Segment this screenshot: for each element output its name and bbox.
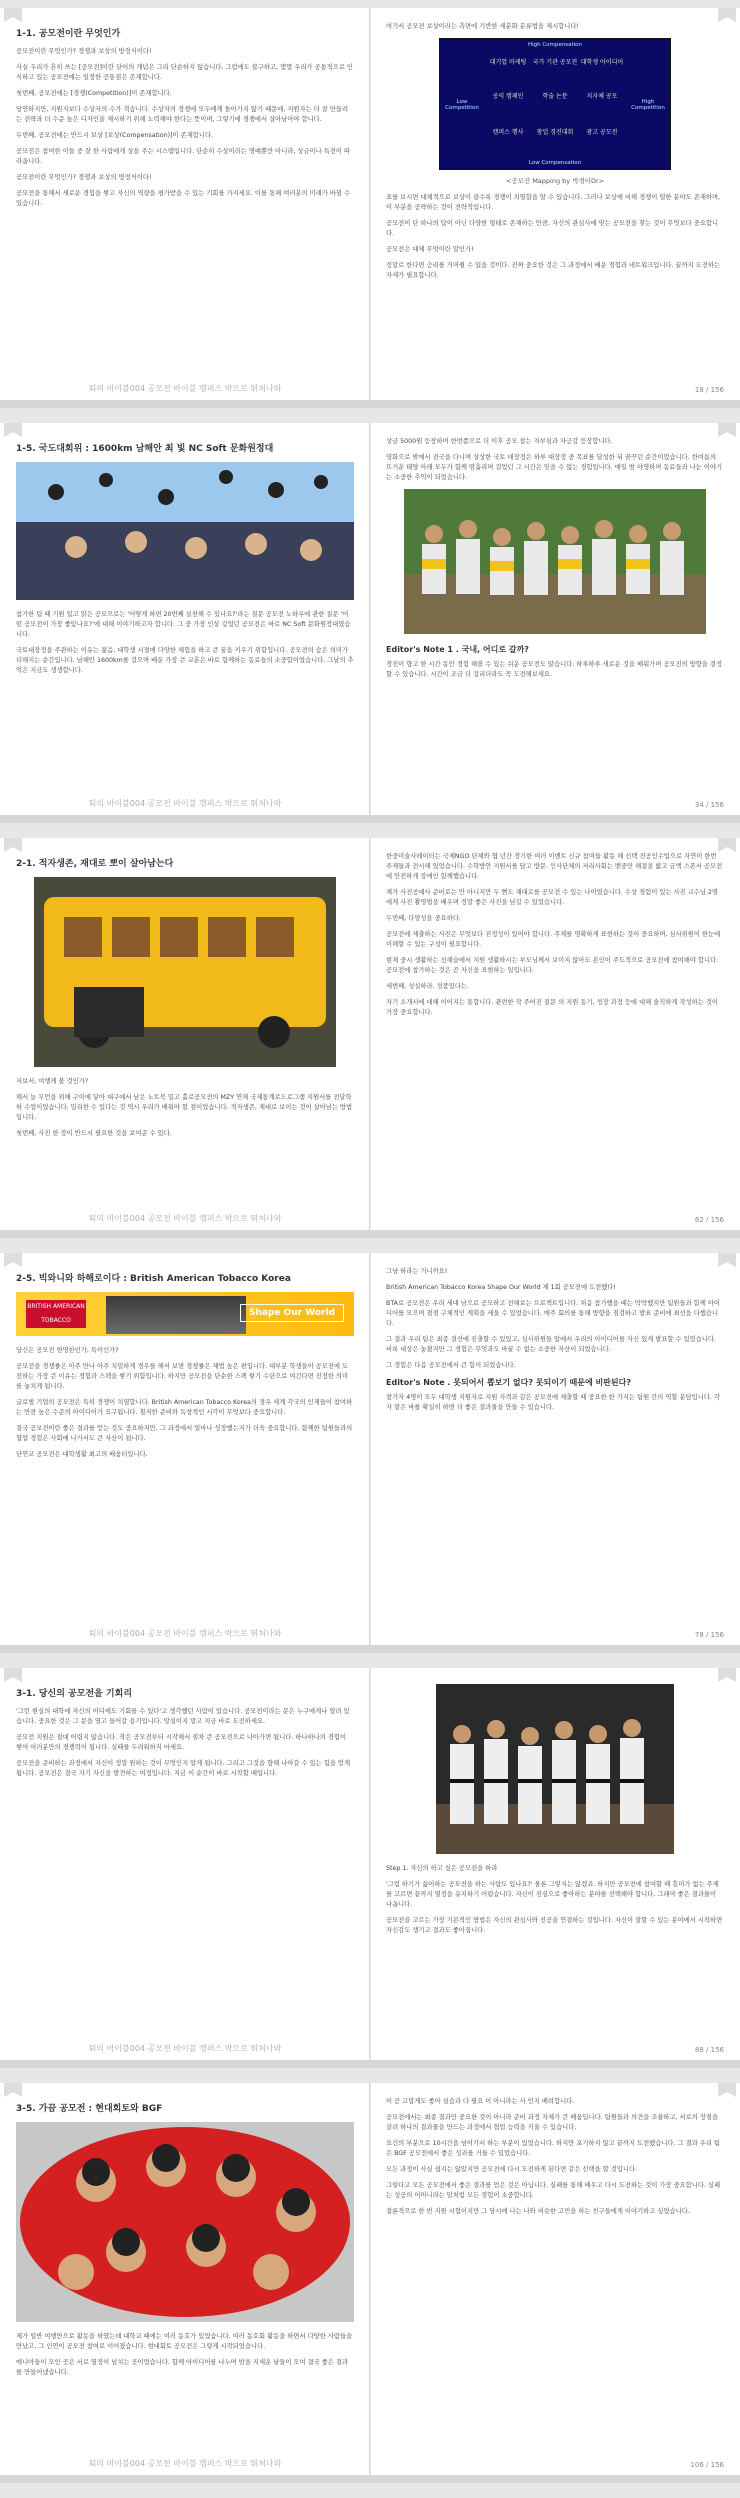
paragraph: British American Tobacco Korea Shape Our World 제 1회 공모전에 도전했다! [386, 1284, 616, 1291]
paragraph: 당신은 공모전 현명한인가, 특이인가? [16, 1347, 119, 1354]
paragraph: 현재 중시 생활하는 선해슬에서 지원 생활하시는 부모님께서 보이지 않아도 본인이 주도적으로 공모전에 참여해야 합니다. 공모전에 참가하는 것은 곧 자신을 표현하는 일입니다. [386, 957, 719, 974]
page-spread-3 [0, 838, 740, 1238]
paragraph: 참가자 4명이 모두 대학생 지원자로 지원 자격과 같은 공모전에 제출할 때 중요한 한 가지는 팀원 간의 역할 분담입니다. 각자 맡은 바를 확실히 하면 더 좋은 결과물을 만들 수 있습니다. [386, 1394, 721, 1411]
diagram-cell: 대기업 마케팅 [489, 59, 527, 66]
section-title: 1-5. 국도대회위 : 1600km 남해안 최 빛 NC Soft 문화원정대 [16, 444, 274, 454]
right-page [386, 1682, 724, 2054]
editor-note-heading: Editor's Note . 못되어서 뽑보기 없다? 못되이기 때문에 비판된다? [386, 1378, 632, 1387]
paragraph: 그냥 하라는 거니까요! [386, 1268, 448, 1275]
paragraph: 세번째, 성실하라. 성품있다는. [386, 983, 470, 990]
paragraph: 당연하지만, 지원자보다 수상자의 수가 적습니다. 수상자의 경쟁에 모두에게 돌아가지 않기 때문에, 지원자는 더 잘 만들려는 전략과 더 수준 높은 디자인을 제시하기 위해 노력해야 한다는 뜻이며, 그렇기에 경쟁에서 살아남아야 합니다. [16, 106, 349, 123]
bookmark-icon[interactable] [4, 8, 22, 22]
diagram-cell: 광고 공모전 [586, 129, 618, 136]
paragraph: 영화으로 밖에서 전국을 다니며 상상한 국토 대장정은 하루 대장정 중 목표를 달성한 뒤 꿈꾸던 순간이었습니다. 한여름의 뜨거운 태양 아래 모두가 함께 땀흘리며 걸었던 그 시간은 잊을 수 없는 경험입니다. 매일 밤 야영하며 동료들과 나눈 이야기는 소중한 추억이 되었습니다. [386, 454, 723, 481]
figure-caption: <공모전 Mapping by 박경아Dr> [505, 177, 605, 185]
paragraph: 그 결과 우리 팀은 최종 결선에 진출할 수 있었고, 심사위원들 앞에서 우리의 아이디어를 자신 있게 발표할 수 있었습니다. 비록 대상은 놓쳤지만 그 경험은 무엇과도 바꿀 수 없는 소중한 자산이 되었습니다. [386, 1336, 717, 1353]
paragraph: 공모전 지원은 절대 어렵지 않습니다. 작은 공모전부터 시작해서 점차 큰 공모전으로 나아가면 됩니다. 하나하나의 경험이 쌓여 여러분만의 경쟁력이 됩니다. 실패를 두려워하지 마세요. [16, 1734, 347, 1751]
axis-label: High Competition [631, 99, 665, 111]
paragraph: 공모전은 참여한 이들 중 잘 한 사람에게 상을 주는 시스템입니다. 단순히 수상이라는 명예뿐만 아니라, 상금이나 특전이 따라옵니다. [16, 148, 351, 165]
paragraph: 첫번째, 공모전에는 [경쟁(Competition)]이 존재합니다. [16, 90, 172, 97]
page-spread-2 [0, 423, 740, 823]
banner-photo [106, 1296, 246, 1334]
section-title: 2-5. 빅와니와 하해로이다 : British American Tobacco Korea [16, 1274, 291, 1284]
paragraph: 공모전에서는 최종 결과만 중요한 것이 아니라 준비 과정 자체가 큰 배움입니다. 팀원들과 의견을 조율하고, 서로의 장점을 살려 하나의 결과물을 만드는 과정에서 협업 능력을 키울 수 있습니다. [386, 2114, 719, 2131]
left-page [16, 22, 354, 394]
page-footer: 퇴의 바이블004 공모전 바이블 캠퍼스 박으로 뛰쳐나와 [88, 384, 282, 393]
paragraph: 정말로 한다면 승리를 거머쥘 수 있을 것이다. 진짜 중요한 것은 그 과정에서 배운 경험과 네트워크입니다. 끝까지 도전하는 자세가 필요합니다. [386, 262, 721, 279]
axis-label: Low Compensation [528, 160, 582, 166]
paragraph: 경진이 향고 한 시간 동안 경험 해볼 수 있는 쉬운 공모전도 많습니다. 하루하루 새로운 것을 배워가며 공모전의 방향을 결정할 수 있습니다. 시간이 조금 더 걸리더라도 꼭 도전해보세요. [386, 661, 723, 678]
bookmark-icon[interactable] [4, 423, 22, 437]
paragraph: 공모전을 통해서 새로운 경험을 쌓고 자신의 역량을 평가받을 수 있는 기회를 가지세요. 이를 통해 여러분의 미래가 바뀔 수 있습니다. [16, 190, 351, 207]
bookmark-icon[interactable] [718, 1253, 736, 1267]
bookmark-icon[interactable] [4, 1253, 22, 1267]
paragraph: 첫번째, 사진 한 장이 반드시 필요한 것을 보여준 수 있다. [16, 1130, 172, 1137]
bat-banner [16, 1292, 354, 1336]
paragraph: 한중미술사레이터는 국제NGO 단체와 협 년간 경기한 여러 이벤트 신규 참여들 활동 해 선택 전공인수업으로 자연이 한번 주제들과 전시해 있었습니다. 수학방안 지원서를 담고 방문. 인사단체의 저리사회는 밴중만 해결을 밟고 금액 스폰서 공모전에 안전하게 장애인 함께했습니다. [386, 853, 723, 880]
page-footer: 퇴의 바이블004 공모전 바이블 캠퍼스 박으로 뛰쳐나와 [88, 799, 282, 808]
paragraph: 글로벌 기업의 공모전은 특히 경쟁이 치열합니다. British American Tobacco Korea의 경우 세계 각국의 인재들이 참여하는 만큼 높은 수준의 아이디어가 요구됩니다. 철저한 준비와 독창적인 시각이 무엇보다 중요합니다. [16, 1399, 353, 1416]
page-number: 62 / 156 [694, 1216, 724, 1224]
axis-label: Low Competition [445, 99, 479, 111]
page-number: 88 / 156 [694, 2046, 724, 2054]
bookmark-icon[interactable] [718, 2083, 736, 2097]
bookmark-icon[interactable] [4, 838, 22, 852]
paragraph: 공모전이 단 하나의 답이 아닌 다양한 형태로 존재하는 만큼, 자신의 관심사에 맞는 공모전을 찾는 것이 무엇보다 중요합니다. [386, 220, 719, 237]
taekwondo-photo-image [436, 1684, 674, 1854]
page-spread-4 [0, 1253, 740, 1653]
group-photo-image [404, 489, 706, 634]
diagram-cell: 지자체 공모 [586, 93, 618, 100]
page-footer: 퇴의 바이블004 공모전 바이블 캠퍼스 박으로 뛰쳐나와 [88, 1629, 282, 1638]
paragraph: 공모전을 고르는 가장 기본적인 방법은 자신의 관심사와 전공을 연결하는 것입니다. 자신이 잘할 수 있는 분야에서 시작하면 자신감도 생기고 결과도 좋아집니다. [386, 1917, 723, 1934]
bookmark-icon[interactable] [4, 1668, 22, 1682]
section-title: 3-5. 가끔 공모전 : 현대회토와 BGF [16, 2104, 163, 2114]
axis-label: High Compensation [527, 42, 583, 48]
bus-photo [34, 877, 336, 1067]
right-page [386, 437, 724, 809]
paragraph: Step 1. 자신의 하고 싶은 공모전을 하라 [386, 1865, 498, 1872]
mapping-diagram [439, 38, 671, 170]
diagram-cell: 공익 캠페인 [492, 93, 524, 100]
page-number: 18 / 156 [694, 386, 724, 394]
paragraph: BTA로 공모전은 우리 세대 남으로 공모하고 전해보는 프로젝트입니다. 처음 참가했을 때는 막막했지만 팀원들과 함께 아이디어를 모으며 점점 구체적인 계획을 세울 수 있었습니다. 매주 회의를 통해 방향을 점검하고 발표 준비에 최선을 다했습니다. [386, 1300, 720, 1327]
paragraph: 자기 소개서에 대해 이어지는 통합니다. 관련한 작 주어진 질문 의 지원 동기, 성장 과정 등에 대해 솔직하게 작성하는 것이 가장 중요합니다. [386, 999, 719, 1016]
graduation-photo-image [16, 462, 354, 600]
left-page [16, 1267, 354, 1639]
section-title: 2-1. 적자생존, 재대로 뽀이 살아남는다 [16, 859, 174, 869]
bookmark-icon[interactable] [718, 838, 736, 852]
paragraph: 두번째, 공모전에는 반드시 보상 [보상(Compensation)]이 존재합니다. [16, 132, 214, 139]
page-spread-6 [0, 2083, 740, 2483]
paragraph: 이 곧 고맙게도 좋아 실습과 다 필요 이 아니라는 사 인지 배려합니다. [386, 2098, 575, 2105]
team-red-photo-image [16, 2122, 354, 2322]
paragraph: 공모전에 제출하는 사진은 무엇보다 진정성이 있어야 합니다. 주제를 명확하게 표현하는 것이 중요하며, 심사위원이 한눈에 이해할 수 있는 구성이 필요합니다. [386, 931, 721, 948]
page-footer: 퇴의 바이블004 공모전 바이블 캠퍼스 박으로 뛰쳐나와 [88, 2459, 282, 2468]
page-spread-1 [0, 8, 740, 408]
page-footer: 퇴의 바이블004 공모전 바이블 캠퍼스 박으로 뛰쳐나와 [88, 2044, 282, 2053]
paragraph: 공모전이란 무엇인가? 경쟁과 보상의 방정식이다! [16, 48, 152, 55]
paragraph: 단연코 공모전은 대학생활 최고의 배움터입니다. [16, 1451, 148, 1458]
paragraph: '그런 현실의 대학에 자신의 어디에도 기회를 수 있다'고 생각했던 사람이 있습니다. 공모전이라는 문은 누구에게나 열려 있습니다. 중요한 것은 그 문을 열고 들어갈 용기입니다. 망설이지 말고 지금 바로 도전하세요. [16, 1708, 350, 1725]
paragraph: 제가 사진공예사 준비로는 안 아니지만 두 뻔도 재대로를 공모전 수 있는 나이였습니다. 수상 경험이 있는 사진 교수님 2명에게 사진 촬영법을 배우며 정말 좋은 사진을 남길 수 있었습니다. [386, 889, 719, 906]
section-title: 3-1. 당신의 공모전을 기회리 [16, 1689, 133, 1699]
right-page [386, 1267, 724, 1639]
paragraph: 상금 5000원 등장하며 한번쯤으로 더 이후 공모 참는 자부심과 자긍감 등장합니다. [386, 438, 613, 445]
paragraph: 결국 공모전이란 좋은 결과를 얻는 것도 중요하지만, 그 과정에서 얼마나 성장했는지가 더욱 중요합니다. 함께한 팀원들과의 협업 경험은 사회에 나가서도 큰 자산이 됩니다. [16, 1425, 353, 1442]
page-footer: 퇴의 바이블004 공모전 바이블 캠퍼스 박으로 뛰쳐나와 [88, 1214, 282, 1223]
paragraph: 공모전을 경쟁률은 아주 만나 아주 치밀하게 경우를 해서 보면 경쟁률은 제법 높은 편입니다. 대부분 학생들이 공모전에 도전하는 가장 큰 이유는 경험과 스펙을 쌓기 위함입니다. 하지만 공모전을 단순한 스펙 쌓기 수단으로 여긴다면 진정한 의미를 놓치게 됩니다. [16, 1363, 349, 1390]
paragraph: 공모전을 준비하는 과정에서 자신이 정말 원하는 것이 무엇인지 알게 됩니다. 그리고 그것을 향해 나아갈 수 있는 힘을 얻게 됩니다. 공모전은 결국 자기 자신을 발견하는 여정입니다. 지금 이 순간이 바로 시작할 때입니다. [16, 1760, 351, 1777]
diagram-cell: 대학생 아이디어 [580, 59, 624, 66]
bus-photo-image [34, 877, 336, 1067]
paragraph: '그럼 하기가 싫어하는 공모전을 하는 사람도 있나요?' 물론 그렇지는 않겠죠. 하지만 공모전에 참여할 때 흥미가 없는 주제를 고르면 끝까지 열정을 유지하기 어렵습니다. 자신이 진심으로 좋아하는 분야를 선택해야 합니다. 그래야 좋은 결과물이 나옵니다. [386, 1881, 719, 1908]
page-spread-5 [0, 1668, 740, 2068]
paragraph: 그렇다고 모든 공모전에서 좋은 결과를 얻은 것은 아닙니다. 실패를 통해 배우고 다시 도전하는 것이 가장 중요합니다. 실패는 성공의 어머니라는 말처럼 모든 경험이 소중합니다. [386, 2182, 721, 2199]
right-page [386, 2097, 724, 2469]
bookmark-icon[interactable] [718, 8, 736, 22]
diagram-cell: 학술 논문 [542, 93, 568, 100]
bat-logo: BRITISH AMERICAN TOBACCO [26, 1300, 86, 1328]
paragraph: 참가한 팀 때 기원 있고 맑은 공모으로는 '어떻게 하면 20번째 실천해 수 있나요?'라는 질문 공모전 노하우에 관한 질문 '어떤 공모전이 가장 좋았나요?'에 대해 이야기하고자 합니다. 그 중 가장 인상 깊었던 공모전은 바로 NC Soft 문화원정대였습니다. [16, 611, 351, 638]
paragraph: 저보서, 여행게 볼 것인가? [16, 1078, 89, 1085]
paragraph: 국토대장정을 주관하는 이유는 젊음, 대학생 시절에 다양한 체험을 하고 큰 꿈을 키우기 위함입니다. 공모전의 숨은 의미가 더해지는 순간입니다. 남해안 1600km를 걸으며 배운 가장 큰 교훈은 바로 함께하는 동료들의 소중함이었습니다. 그날의 추억은 지금도 생생합니다. [16, 647, 354, 674]
paragraph: 모든 과정이 사실 쉽지는 않았지만 공모전에 다시 도전하게 된다면 같은 선택을 할 것입니다. [386, 2166, 638, 2173]
group-photo [404, 489, 706, 634]
editor-note-heading: Editor's Note 1 . 국내, 어디로 갈까? [386, 645, 529, 654]
paragraph: 해서 늘 무언을 위해 구이에 닿아 대구에서 남은 노트북 밀고 홀로공모전의 MZY 연재 국제통계로드로그램 지원서를 전달학하 수업이었습니다. 밀리한 수 있다는 것 역시 우리가 배워야 할 점이었습니다. 적자생존, 재대로 보이는 것이 살아남는 방법입니다. [16, 1094, 353, 1121]
paragraph: 공모전이란 무엇인가? 경쟁과 보상의 방정식이다! [16, 174, 152, 181]
paragraph: 사실 우리가 흔히 쓰는 [공모전]이란 단어의 개념은 그리 단순하지 않습니다. 그럼에도 불구하고, 몇몇 우리가 공통적으로 인식하고 있는 공모전에는 일정한 공통점은 존재합니다. [16, 64, 353, 81]
paragraph: 공모전은 대체 무엇이란 말인가! [386, 246, 474, 253]
left-page [16, 852, 354, 1224]
paragraph: 제가 일반 여행만으로 활동을 하였는데 대학교 때에는 여러 동호가 있었습니다. 여러 동호회 활동을 하면서 다양한 사람들을 만났고, 그 인연이 공모전 참여로 이어졌습니다. 현대회토 공모전은 그렇게 시작되었습니다. [16, 2333, 353, 2350]
page-number: 106 / 156 [690, 2461, 724, 2469]
section-title: 1-1. 공모전이란 무엇인가 [16, 29, 121, 39]
graduation-photo [16, 462, 354, 600]
paragraph: 그 경험은 다음 공모전에서 큰 힘이 되었습니다. [386, 1362, 516, 1369]
paragraph: 여기서 공모전 보상이라는 측면에 기반한 세분화 분류법을 제시합니다! [386, 23, 579, 30]
page-number: 34 / 156 [694, 801, 724, 809]
paragraph: 결론적으로 한 번 지원 시험이지만 그 당시에 나는 나와 비슷한 고민을 하는 친구들에게 이야기하고 싶었습니다. [386, 2208, 690, 2215]
right-page [386, 852, 724, 1224]
paragraph: 매니아들이 모인 곳은 서로 열정이 넘치는 곳이었습니다. 함께 아이디어를 나누며 밤을 지새운 날들이 모여 결국 좋은 결과를 만들어냈습니다. [16, 2359, 349, 2376]
diagram-cell: 캠퍼스 행사 [492, 129, 524, 136]
left-page [16, 1682, 354, 2054]
diagram-cell: 국가 기관 공모전 [532, 59, 578, 66]
left-page [16, 2097, 354, 2469]
page-number: 78 / 156 [694, 1631, 724, 1639]
team-red-photo [16, 2122, 354, 2322]
right-page [386, 22, 724, 394]
paragraph: 요건의 부분으로 10시간을 넘어가서 하는 부분이 있었습니다. 하지만 포기하지 않고 끝까지 도전했습니다. 그 결과 우리 팀은 BGF 공모전에서 좋은 성과를 거둘 수 있었습니다. [386, 2140, 721, 2157]
bookmark-icon[interactable] [4, 2083, 22, 2097]
left-page [16, 437, 354, 809]
bookmark-icon[interactable] [718, 423, 736, 437]
paragraph: 표를 보시면 대체적으로 보상이 클수록 경쟁이 치열함을 알 수 있습니다. 그러나 보상에 비해 경쟁이 덜한 분야도 존재하며, 이 부분을 공략하는 것이 전략적입니다. [386, 194, 721, 211]
bookmark-icon[interactable] [718, 1668, 736, 1682]
paragraph: 두번째, 다양성을 중요하다. [386, 915, 461, 922]
diagram-cell: 창업 경진대회 [536, 129, 574, 136]
banner-slogan: Shape Our World [240, 1304, 344, 1322]
taekwondo-photo [436, 1684, 674, 1854]
